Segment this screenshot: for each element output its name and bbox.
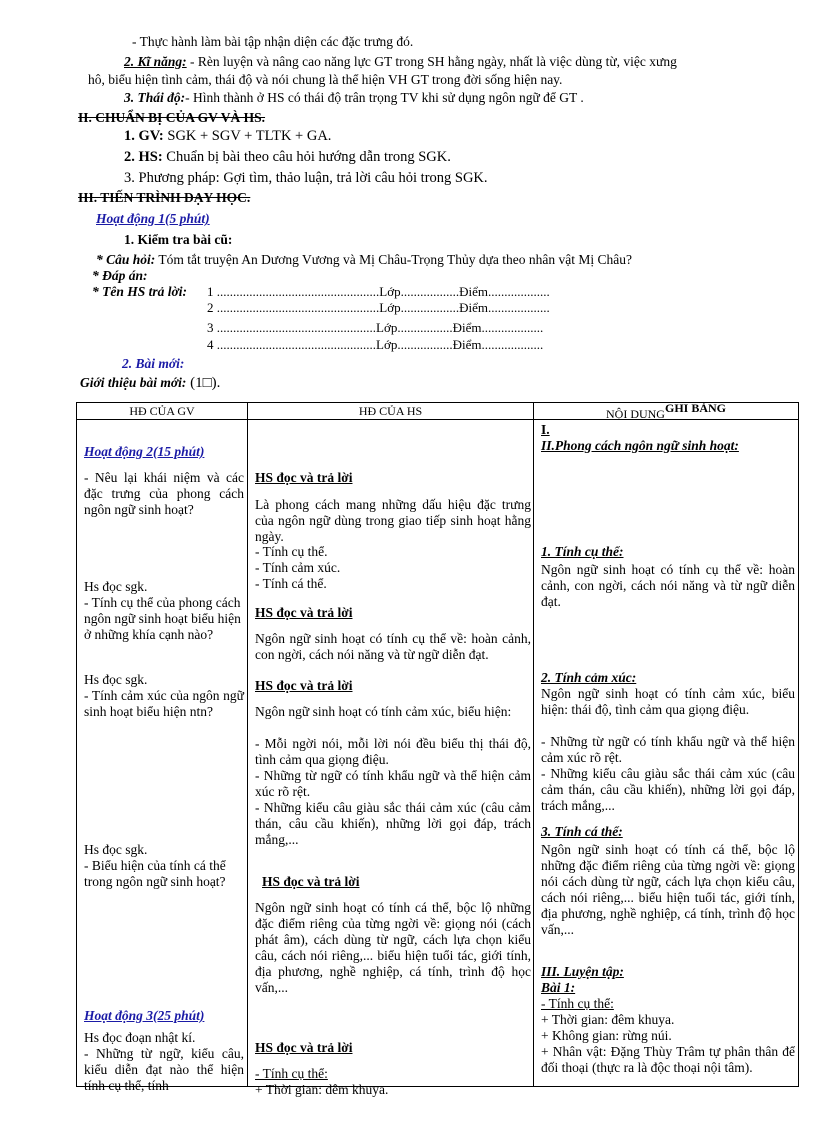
hs-heading-2: HS đọc và trả lời [255,605,353,620]
answer-label: * Đáp án: [92,268,148,283]
student-row-4: 4 .................................................Lớp.................Điểm................... [207,337,544,352]
header-content-label: NỘI DUNG [605,407,665,421]
hs-line [124,149,451,165]
header-board-label: GHI BẢNG [664,401,726,415]
content-roman-1: I. [541,422,550,437]
method-text: Gợi tìm, thảo luận, trả lời câu hỏi trong SGK. [219,170,488,186]
header-hs: HĐ CỦA HS [248,403,534,420]
hs-answer-3b: - Mỗi ngời nói, mỗi lời nói đều biểu thị thái độ, tình cảm qua giọng điệu. [255,736,531,767]
skill-text: - Rèn luyện và nâng cao năng lực GT trong SH hằng ngày, nhất là việc dùng từ, việc xưng [186,54,677,69]
gv-read-4: Hs đọc đoạn nhật kí. [84,1030,196,1045]
intro-time: (1□). [186,375,221,391]
content-exercise-1: Bài 1: [541,980,576,995]
gv-line [124,128,331,144]
content-emotion-title: 2. Tính cảm xúc: [541,670,637,685]
content-emotion-text: Ngôn ngữ sinh hoạt có tính cảm xúc, biểu hiện: thái độ, tình cảm qua giọng điệu. [541,686,795,717]
hs-answer-3d: - Những kiểu câu giàu sắc thái cảm xúc (câu cảm thán, câu cầu khiến), những lời gọi đáp, trách mắng,... [255,800,531,847]
header-gv: HĐ CỦA GV [77,403,248,420]
section-3-title: III. TIẾN TRÌNH DẠY HỌC. [78,190,251,205]
method-line [124,170,488,186]
lesson-table [76,401,799,1097]
attitude-label: 3. Thái độ: [124,90,186,105]
hs-heading-5: HS đọc và trả lời [255,1040,353,1055]
section-2-title: II. CHUẨN BỊ CỦA GV VÀ HS. [78,110,266,125]
activity-3-title: Hoạt động 3(25 phút) [84,1008,205,1023]
gv-question-3: - Tính cảm xúc của ngôn ngữ sinh hoạt biểu hiện ntn? [84,688,244,719]
student-name-label: * Tên HS trả lời: [92,284,188,299]
gv-question-2: - Tính cụ thể của phong cách ngôn ngữ sinh hoạt biểu hiện ở những khía cạnh nào? [84,595,241,642]
content-concrete-title: 1. Tính cụ thể: [541,544,624,559]
gv-read-1: Hs đọc sgk. [84,579,148,594]
intro-label: Giới thiệu bài mới: [80,375,187,390]
content-practice-title: III. Luyện tập: [541,964,624,979]
hs-label: 2. HS: [124,149,163,165]
hs-heading-3: HS đọc và trả lời [255,678,353,693]
hs-bullet-2: - Tính cảm xúc. [255,560,341,575]
student-row-2: 2 ..................................................Lớp..................Điểm................... [207,300,550,315]
top-line-1: - Thực hành làm bài tập nhận diện các đặc trưng đó. [132,34,414,49]
content-practice-4: + Nhân vật: Đặng Thùy Trâm tự phân thân để đối thoại (thực ra là độc thoại nội tâm). [541,1044,795,1075]
hs-column [248,420,534,1097]
activity-1-title: Hoạt động 1(5 phút) [96,211,210,226]
question-text: Tóm tắt truyện An Dương Vương và Mị Châu-Trọng Thủy dựa theo nhân vật Mị Châu? [155,252,632,267]
content-emotion-text-2: - Những từ ngữ có tính khẩu ngữ và thể hiện cảm xúc rõ rệt. [541,734,795,765]
gv-column [77,420,248,1093]
hs-practice-2: + Thời gian: đêm khuya. [255,1082,389,1097]
attitude-line [124,90,584,106]
content-individual-title: 3. Tính cá thể: [541,824,623,839]
hs-answer-3: Ngôn ngữ sinh hoạt có tính cảm xúc, biểu hiện: [255,704,512,719]
attitude-text: - Hình thành ở HS có thái độ trân trọng TV khi sử dụng ngôn ngữ để GT . [185,90,584,105]
hs-answer-1: Là phong cách mang những dấu hiệu đặc trưng của ngôn ngữ dùng trong giao tiếp sinh hoạt hằng ngày. [255,497,531,544]
header-content [534,403,799,420]
hs-answer-3c: - Những từ ngữ có tính khẩu ngữ và thể hiện cảm xúc rõ rệt. [255,768,531,799]
content-column [534,420,799,1087]
question-line [96,252,632,268]
gv-question-1: - Nêu lại khái niệm và các đặc trưng của phong cách ngôn ngữ sinh hoạt? [84,470,244,517]
skill-label: 2. Kĩ năng: [124,54,187,69]
gv-read-3: Hs đọc sgk. [84,842,148,857]
hs-answer-4: Ngôn ngữ sinh hoạt có tính cá thể, bộc lộ những đặc điểm riêng của từng ngời về: giọng nói (cách phát âm), cách dùng từ ngữ, cách lựa chọn kiểu câu, cách nói riêng,... biểu hiện tuổi tác, giới tính, địa phương, nghề nghiệp, cá tính, trình độ học vấn,... [255,900,531,995]
question-label: * Câu hỏi: [96,252,156,267]
content-practice-3: + Không gian: rừng núi. [541,1028,672,1043]
content-individual-text: Ngôn ngữ sinh hoạt có tính cá thể, bộc lộ những đặc điểm riêng của từng ngời về: giọng nói cách dùng từ ngữ, cách lựa chọn kiểu câu, cách nói riêng,... biểu hiện tuổi tác, giới tính, địa phương, nghề nghiệp, cá tính, trình độ học vấn,... [541,842,795,937]
hs-bullet-1: - Tính cụ thể. [255,544,328,559]
hs-heading-4: HS đọc và trả lời [262,874,360,889]
gv-question-4: - Biểu hiện của tính cá thể trong ngôn ngữ sinh hoạt? [84,858,226,889]
content-section-2: II.Phong cách ngôn ngữ sinh hoạt: [541,438,739,453]
new-lesson-title: 2. Bài mới: [122,356,185,371]
hs-answer-2: Ngôn ngữ sinh hoạt có tính cụ thể về: hoàn cảnh, con ngời, cách nói năng và từ ngữ diễn đạt. [255,631,531,662]
method-label: 3. Phương pháp: [124,170,220,186]
hs-heading-1: HS đọc và trả lời [255,470,353,485]
old-lesson-check: 1. Kiểm tra bài cũ: [124,232,233,247]
activity-2-title: Hoạt động 2(15 phút) [84,444,205,459]
hs-bullet-3: - Tính cá thể. [255,576,327,591]
gv-text: SGK + SGV + TLTK + GA. [163,128,332,144]
gv-label: 1. GV: [124,128,164,144]
content-concrete-text: Ngôn ngữ sinh hoạt có tính cụ thể về: hoàn cảnh, con ngời, cách nói năng và từ ngữ diễn đạt. [541,562,795,609]
content-practice-2: + Thời gian: đêm khuya. [541,1012,675,1027]
student-row-1: 1 ..................................................Lớp..................Điểm................... [207,284,550,299]
skill-line [124,54,677,70]
hs-text: Chuẩn bị bài theo câu hỏi hướng dẫn trong SGK. [162,149,451,165]
student-row-3: 3 .................................................Lớp.................Điểm................... [207,320,544,335]
content-practice-1: - Tính cụ thể: [541,996,614,1011]
gv-question-5: - Những từ ngữ, kiểu câu, kiểu diễn đạt nào thể hiện tính cụ thể, tính [84,1046,244,1093]
hs-practice-1: - Tính cụ thể: [255,1066,328,1081]
intro-line [80,375,220,391]
skill-line-2: hô, biểu hiện tình cảm, thái độ và nói chung là thể hiện VH GT trong đời sống hiện nay. [88,72,563,87]
content-emotion-text-3: - Những kiểu câu giàu sắc thái cảm xúc (câu cảm thán, câu cầu khiến), những lời gọi đáp, trách mắng,... [541,766,795,813]
gv-read-2: Hs đọc sgk. [84,672,148,687]
